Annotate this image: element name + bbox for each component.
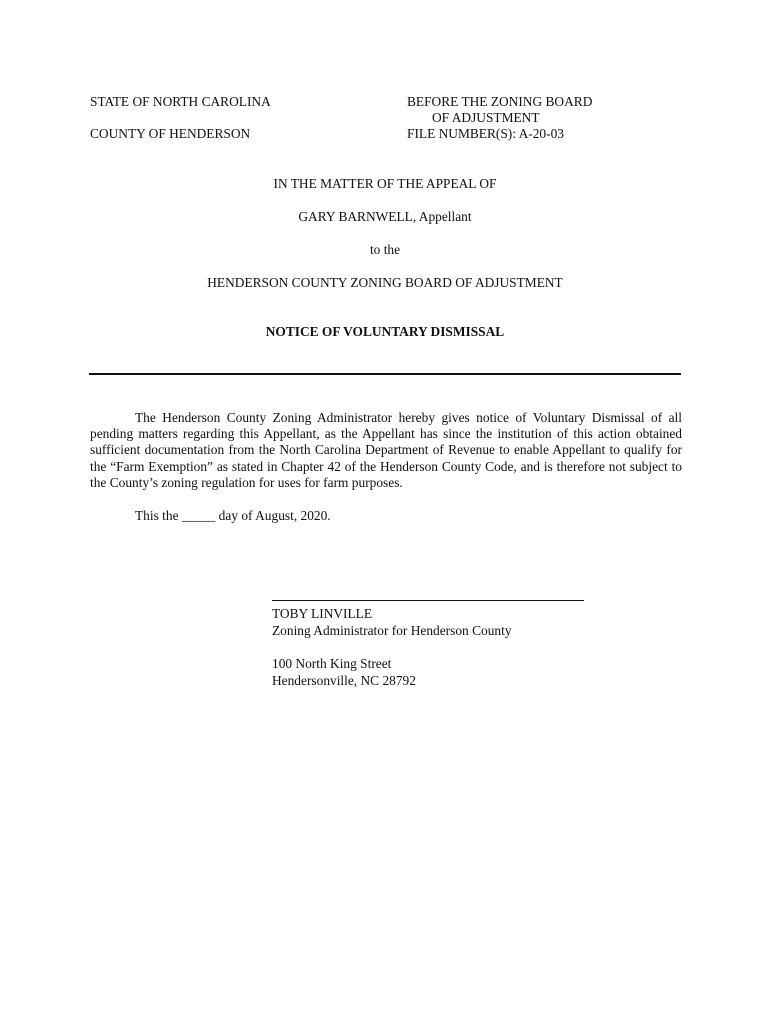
signatory-name: TOBY LINVILLE — [272, 606, 373, 621]
address-line-2: Hendersonville, NC 28792 — [272, 673, 416, 688]
body-text — [90, 410, 682, 491]
board-name: HENDERSON COUNTY ZONING BOARD OF ADJUSTMENT — [207, 275, 563, 290]
signature-line — [272, 600, 584, 601]
forum-block — [407, 94, 592, 142]
file-number: FILE NUMBER(S): A-20-03 — [407, 126, 564, 141]
to-the-label: to the — [369, 242, 401, 257]
matter-heading: IN THE MATTER OF THE APPEAL OF — [273, 176, 497, 191]
document-title: NOTICE OF VOLUNTARY DISMISSAL — [265, 324, 505, 339]
forum-line-1: BEFORE THE ZONING BOARD — [407, 94, 593, 109]
address-line-1: 100 North King Street — [272, 656, 392, 671]
horizontal-divider — [89, 373, 681, 375]
forum-line-2: OF ADJUSTMENT — [432, 110, 540, 125]
state-label: STATE OF NORTH CAROLINA — [90, 94, 271, 109]
signatory-title: Zoning Administrator for Henderson County — [272, 623, 512, 638]
dismissal-paragraph: The Henderson County Zoning Administrator hereby gives notice of Voluntary Dismissal of all pending matters regarding this Appellant, as the Appellant has since the institution of this action obtained sufficient documentation from the North Carolina Department of Revenue to enable Appellant to qualify for the “Farm Exemption” as stated in Chapter 42 of the Henderson County Code, and is therefore not subject to the County’s zoning regulation for uses for farm purposes. — [90, 410, 682, 490]
appellant-name: GARY BARNWELL, Appellant — [298, 209, 472, 224]
date-line: This the _____ day of August, 2020. — [135, 508, 331, 523]
county-label: COUNTY OF HENDERSON — [90, 126, 251, 141]
